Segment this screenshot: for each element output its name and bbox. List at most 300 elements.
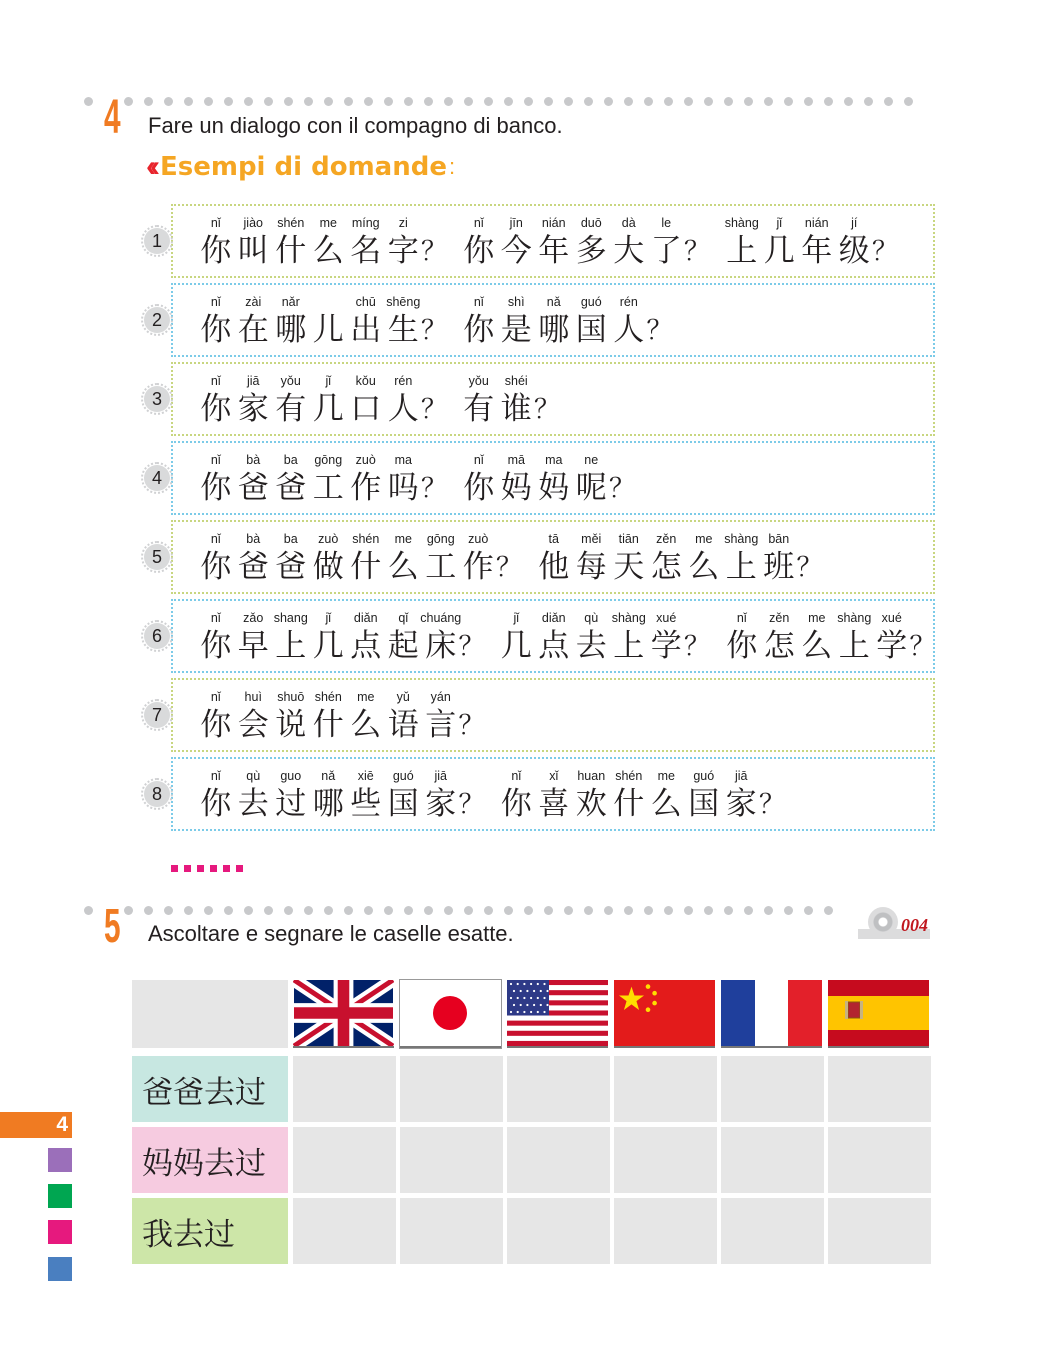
hanzi-with-pinyin [272,688,310,744]
pinyin: qù [584,611,599,625]
pinyin: nǐ [210,453,221,467]
hanzi-with-pinyin [347,214,385,270]
hanzi: 妈 [500,470,532,506]
hanzi-with-pinyin [535,293,573,349]
pinyin: nǎ [321,769,336,783]
hanzi: 家 [237,391,269,427]
hanzi: 吗 [387,470,419,506]
hanzi: 几 [312,628,344,664]
pinyin: nǐ [473,295,484,309]
hanzi-with-pinyin [272,767,310,823]
answer-checkbox-cell[interactable] [721,1056,824,1122]
spain-flag-icon [828,980,929,1048]
punctuation: ？ [759,789,786,819]
hanzi-with-pinyin [385,530,423,586]
hanzi: 口 [350,391,382,427]
page-number: 4 [56,1113,68,1136]
hanzi: 欢 [575,786,607,822]
hanzi-with-pinyin [385,214,423,270]
page-number-tab [0,1112,72,1138]
hanzi-with-pinyin [235,293,273,349]
answer-checkbox-cell[interactable] [507,1056,610,1122]
pinyin: mā [507,453,525,467]
hanzi: 什 [275,233,307,269]
hanzi-with-pinyin [460,214,498,270]
hanzi-with-pinyin [422,767,460,823]
pinyin: jiào [243,216,263,230]
hanzi-with-pinyin [610,609,648,665]
pinyin: xiē [357,769,374,783]
hanzi: 年 [801,233,833,269]
pinyin: zěn [656,532,677,546]
hanzi: 人 [387,391,419,427]
hanzi-with-pinyin [422,688,460,744]
pinyin: shàng [724,532,759,546]
hanzi-with-pinyin [197,688,235,744]
pinyin: me [394,532,412,546]
pinyin: diǎn [353,611,378,625]
hanzi-with-pinyin [648,767,686,823]
pinyin: bà [246,453,261,467]
punctuation: ？ [496,552,523,582]
question-sentence [197,293,672,349]
exercise-instruction: Fare un dialogo con il compagno di banco. [148,113,563,138]
hanzi-with-pinyin [685,530,723,586]
hanzi: 作 [462,549,494,585]
answer-checkbox-cell[interactable] [721,1127,824,1193]
hanzi: 什 [350,549,382,585]
hanzi-with-pinyin [385,372,423,428]
china-flag-icon [614,980,715,1048]
question-number-badge: 2 [144,307,170,333]
question-row [171,599,935,673]
hanzi-with-pinyin [310,293,348,349]
hanzi: 学 [650,628,682,664]
hanzi-with-pinyin [535,767,573,823]
pinyin: duō [580,216,602,230]
hanzi: 每 [575,549,607,585]
punctuation: ？ [684,631,711,661]
pinyin: tā [548,532,559,546]
hanzi-with-pinyin [573,214,611,270]
pinyin: nǐ [210,769,221,783]
pinyin: xué [656,611,677,625]
hanzi: 你 [200,628,232,664]
hanzi: 有 [275,391,307,427]
pinyin: huan [577,769,606,783]
hanzi: 你 [200,312,232,348]
hanzi-with-pinyin [272,293,310,349]
question-row [171,678,935,752]
hanzi: 工 [312,470,344,506]
hanzi: 上 [838,628,870,664]
punctuation: ？ [534,394,561,424]
question-sentence [197,530,822,586]
side-color-square [48,1148,72,1172]
answer-checkbox-cell[interactable] [507,1127,610,1193]
hanzi: 喜 [538,786,570,822]
hanzi-with-pinyin [272,530,310,586]
examples-colon: : [448,154,456,179]
answer-checkbox-cell[interactable] [293,1127,396,1193]
hanzi: 么 [688,549,720,585]
hanzi-with-pinyin [272,451,310,507]
question-number-badge: 3 [144,386,170,412]
hanzi-with-pinyin [310,451,348,507]
question-sentence [197,767,784,823]
hanzi-with-pinyin [310,609,348,665]
question-row [171,757,935,831]
question-number-badge: 7 [144,702,170,728]
pinyin: diǎn [541,611,566,625]
hanzi: 会 [237,707,269,743]
pinyin: nián [541,216,566,230]
answer-checkbox-cell[interactable] [507,1198,610,1264]
hanzi: 有 [463,391,495,427]
pinyin: yǔ [396,690,410,704]
pinyin: shén [314,690,342,704]
question-number-badge: 6 [144,623,170,649]
hanzi: 爸 [275,549,307,585]
pinyin: shàng [611,611,646,625]
hanzi: 工 [425,549,457,585]
pinyin: me [808,611,826,625]
audio-cd-icon[interactable] [858,905,930,941]
pinyin: gōng [426,532,455,546]
hanzi-with-pinyin [760,530,798,586]
hanzi-with-pinyin [573,609,611,665]
hanzi-with-pinyin [197,372,235,428]
hanzi: 什 [613,786,645,822]
pinyin: jiā [734,769,748,783]
pinyin: tiān [618,532,639,546]
hanzi: 天 [613,549,645,585]
hanzi: 学 [876,628,908,664]
hanzi-with-pinyin [347,530,385,586]
hanzi-with-pinyin [197,293,235,349]
hanzi-with-pinyin [498,293,536,349]
punctuation: ？ [421,394,448,424]
united-states-flag-icon [507,980,608,1048]
pinyin: míng [351,216,380,230]
hanzi: 么 [312,233,344,269]
hanzi-with-pinyin [385,451,423,507]
hanzi: 叫 [237,233,269,269]
hanzi: 去 [575,628,607,664]
pinyin: nǐ [210,532,221,546]
hanzi-with-pinyin [535,609,573,665]
pinyin: shuō [277,690,305,704]
hanzi-with-pinyin [761,214,799,270]
hanzi: 在 [237,312,269,348]
hanzi-with-pinyin [235,609,273,665]
hanzi-with-pinyin [235,451,273,507]
question-mark [911,609,935,665]
hanzi-with-pinyin [347,451,385,507]
hanzi: 几 [312,391,344,427]
hanzi-with-pinyin [197,767,235,823]
hanzi: 名 [350,233,382,269]
hanzi-with-pinyin [573,767,611,823]
hanzi-with-pinyin [648,214,686,270]
punctuation: ？ [421,473,448,503]
pinyin: bān [768,532,790,546]
grid-corner-cell [132,980,288,1048]
pinyin: bà [246,532,261,546]
pinyin: jīn [509,216,523,230]
question-mark [798,530,822,586]
hanzi-with-pinyin [235,767,273,823]
question-mark [422,372,446,428]
pinyin: zuò [355,453,376,467]
answer-checkbox-cell[interactable] [614,1127,717,1193]
hanzi-with-pinyin [272,372,310,428]
answer-checkbox-cell[interactable] [400,1127,503,1193]
pinyin: nǐ [210,295,221,309]
answer-checkbox-cell[interactable] [400,1198,503,1264]
hanzi: 上 [613,628,645,664]
hanzi: 上 [726,233,758,269]
hanzi-with-pinyin [422,530,460,586]
hanzi: 妈 [538,470,570,506]
hanzi: 说 [275,707,307,743]
hanzi-with-pinyin [723,609,761,665]
hanzi-with-pinyin [498,451,536,507]
question-mark [685,214,709,270]
answer-checkbox-cell[interactable] [828,1198,931,1264]
punctuation: ？ [421,236,448,266]
hanzi-with-pinyin [235,530,273,586]
double-chevron-icon: ‹‹ [146,150,154,183]
punctuation: ？ [458,789,485,819]
hanzi-with-pinyin [573,530,611,586]
hanzi: 人 [613,312,645,348]
pinyin: qù [246,769,261,783]
hanzi-with-pinyin [460,293,498,349]
pinyin: jǐ [776,216,783,230]
punctuation: ？ [684,236,711,266]
hanzi: 做 [312,549,344,585]
hanzi: 是 [500,312,532,348]
pinyin: zài [245,295,262,309]
hanzi-with-pinyin [573,451,611,507]
question-mark [610,451,634,507]
question-mark [460,688,484,744]
answer-checkbox-cell[interactable] [721,1198,824,1264]
question-number-badge: 8 [144,781,170,807]
question-sentence [197,688,484,744]
question-mark [873,214,897,270]
hanzi-with-pinyin [272,214,310,270]
hanzi-with-pinyin [310,530,348,586]
pinyin: shàng [724,216,759,230]
pinyin: shén [615,769,643,783]
punctuation: ？ [872,236,899,266]
pinyin: me [357,690,375,704]
pinyin: shéi [504,374,528,388]
hanzi: 你 [463,233,495,269]
hanzi-with-pinyin [723,214,761,270]
pinyin: ba [283,453,298,467]
hanzi-with-pinyin [385,293,423,349]
hanzi: 起 [387,628,419,664]
hanzi-with-pinyin [610,293,648,349]
pinyin: shén [352,532,380,546]
hanzi-with-pinyin [347,372,385,428]
pinyin: jǐ [513,611,520,625]
hanzi: 去 [237,786,269,822]
pinyin: nǐ [736,611,747,625]
hanzi: 过 [275,786,307,822]
pinyin: nǐ [210,611,221,625]
exercise-number: 4 [104,91,121,144]
pinyin: xué [881,611,902,625]
pinyin: ne [584,453,599,467]
punctuation: ？ [458,710,485,740]
hanzi-with-pinyin [235,372,273,428]
hanzi-with-pinyin [535,530,573,586]
answer-checkbox-cell[interactable] [293,1056,396,1122]
hanzi-with-pinyin [385,609,423,665]
hanzi: 语 [387,707,419,743]
hanzi-with-pinyin [648,530,686,586]
question-row [171,520,935,594]
hanzi-with-pinyin [798,214,836,270]
pinyin: shì [507,295,525,309]
pinyin: jí [851,216,858,230]
pinyin: yǒu [468,374,489,388]
hanzi-with-pinyin [873,609,911,665]
hanzi-with-pinyin [535,451,573,507]
hanzi-with-pinyin [498,767,536,823]
punctuation: ？ [909,631,936,661]
hanzi-with-pinyin [197,451,235,507]
answer-checkbox-cell[interactable] [614,1056,717,1122]
hanzi-with-pinyin [235,688,273,744]
question-number-badge: 5 [144,544,170,570]
pinyin: nián [804,216,829,230]
hanzi-with-pinyin [498,372,536,428]
pinyin: ma [545,453,563,467]
side-color-square [48,1184,72,1208]
hanzi-with-pinyin [460,372,498,428]
pinyin: gōng [314,453,343,467]
hanzi: 你 [200,470,232,506]
hanzi: 你 [200,707,232,743]
pinyin: nǎ [546,295,561,309]
hanzi: 谁 [500,391,532,427]
hanzi: 么 [387,549,419,585]
hanzi: 爸 [237,470,269,506]
hanzi-with-pinyin [648,609,686,665]
hanzi-with-pinyin [347,767,385,823]
pinyin: guo [280,769,302,783]
side-color-square [48,1220,72,1244]
hanzi-with-pinyin [347,293,385,349]
punctuation: ？ [421,315,448,345]
hanzi-with-pinyin [347,609,385,665]
hanzi: 家 [725,786,757,822]
question-mark [648,293,672,349]
pinyin: zǎo [243,611,264,625]
question-row [171,283,935,357]
hanzi: 点 [350,628,382,664]
hanzi: 点 [538,628,570,664]
pinyin: nǐ [473,216,484,230]
punctuation: ？ [796,552,823,582]
question-row [171,362,935,436]
question-mark [460,767,484,823]
hanzi-with-pinyin [272,609,310,665]
answer-checkbox-cell[interactable] [614,1198,717,1264]
question-mark [535,372,559,428]
pinyin: zi [398,216,408,230]
pinyin: chuáng [420,611,462,625]
pinyin: zuò [468,532,489,546]
hanzi: 哪 [538,312,570,348]
answer-checkbox-cell[interactable] [293,1198,396,1264]
pinyin: zěn [769,611,790,625]
pinyin: jǐ [325,611,332,625]
hanzi-with-pinyin [610,214,648,270]
hanzi-with-pinyin [347,688,385,744]
hanzi: 几 [763,233,795,269]
hanzi: 你 [200,391,232,427]
pinyin: me [695,532,713,546]
side-color-square [48,1257,72,1281]
pinyin: chū [355,295,376,309]
pinyin: nǎr [281,295,300,309]
hanzi-with-pinyin [310,214,348,270]
hanzi: 上 [725,549,757,585]
pinyin: nǐ [210,216,221,230]
pinyin: me [319,216,337,230]
question-sentence [197,451,634,507]
answer-checkbox-cell[interactable] [828,1056,931,1122]
hanzi: 你 [500,786,532,822]
hanzi: 作 [350,470,382,506]
hanzi: 些 [350,786,382,822]
pinyin: nǐ [511,769,522,783]
pinyin: nǐ [210,374,221,388]
question-mark [497,530,521,586]
japan-flag-icon [400,980,501,1048]
continuation-dashes [171,865,243,872]
hanzi: 生 [387,312,419,348]
pinyin: shàng [837,611,872,625]
pinyin: ma [394,453,412,467]
hanzi: 么 [801,628,833,664]
hanzi-with-pinyin [385,688,423,744]
hanzi: 你 [463,470,495,506]
hanzi: 你 [200,549,232,585]
question-mark [422,451,446,507]
section-divider-dots [84,903,833,917]
hanzi: 么 [650,786,682,822]
hanzi: 你 [463,312,495,348]
pinyin: dà [621,216,636,230]
question-sentence [197,214,897,270]
answer-checkbox-cell[interactable] [828,1127,931,1193]
answer-checkbox-cell[interactable] [400,1056,503,1122]
exercise-number: 5 [104,900,121,953]
hanzi-with-pinyin [235,214,273,270]
hanzi: 今 [500,233,532,269]
hanzi-with-pinyin [310,767,348,823]
hanzi: 你 [200,786,232,822]
pinyin: jiā [434,769,447,783]
pinyin: me [657,769,675,783]
